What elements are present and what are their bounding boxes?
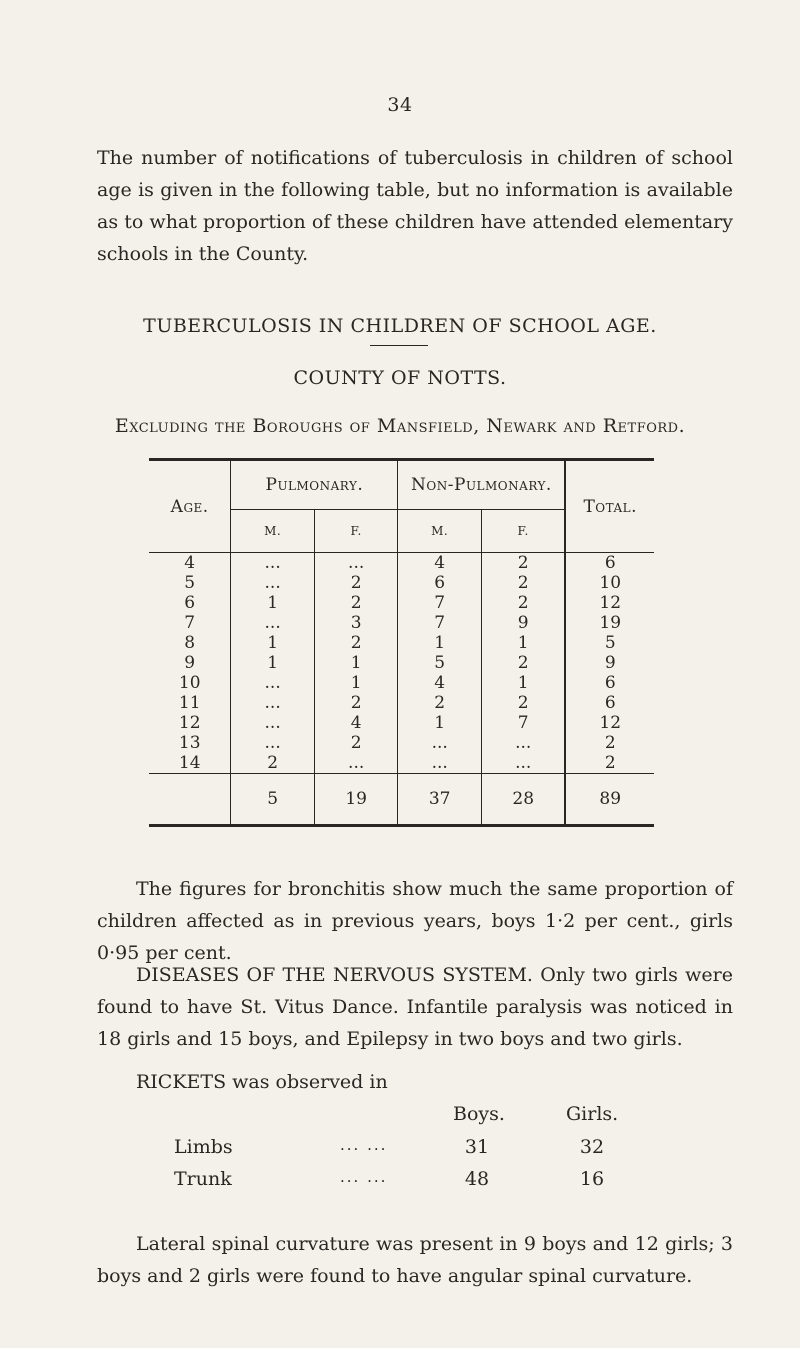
pulmonary-f-cell: 2 [314, 593, 398, 613]
non-pulmonary-f-cell: 7 [481, 713, 565, 733]
non-pulmonary-m-cell: 6 [398, 573, 482, 593]
total-cell: 2 [565, 753, 654, 774]
total-cell: 6 [565, 553, 654, 574]
age-cell: 9 [184, 653, 196, 673]
pulmonary-m-cell: 1 [231, 653, 315, 673]
rickets-row-label: Trunk [174, 1168, 232, 1190]
tuberculosis-table [149, 458, 654, 827]
intro-paragraph: The number of notifications of tuberculosis in children of school age is given in the following table, but no information is available as to what proportion of these children have attended elementary schools in the County. [97, 147, 733, 265]
pulmonary-f-cell: 1 [314, 653, 398, 673]
total-cell: 6 [565, 693, 654, 713]
rickets-row-label: Limbs [174, 1136, 233, 1158]
rickets-girls-value: 16 [579, 1168, 605, 1190]
rickets-girls-header: Girls. [566, 1103, 619, 1125]
non-pulmonary-f-cell: ... [481, 753, 565, 774]
pulmonary-m-cell: ... [231, 693, 315, 713]
pulmonary-m-cell: ... [231, 733, 315, 753]
age-cell: 7 [184, 613, 196, 633]
non-pulmonary-m-cell: 4 [398, 673, 482, 693]
age-cell: 11 [178, 693, 201, 713]
header-non-pulmonary-f: F. [481, 510, 565, 553]
age-cell: 14 [178, 753, 201, 773]
pulmonary-f-cell: 3 [314, 613, 398, 633]
table-title: TUBERCULOSIS IN CHILDREN OF SCHOOL AGE. [143, 315, 657, 337]
pulmonary-f-cell: 2 [314, 693, 398, 713]
age-cell: 10 [178, 673, 201, 693]
rickets-boys-value: 48 [464, 1168, 490, 1190]
pulmonary-m-cell: 2 [231, 753, 315, 774]
total-cell: 9 [565, 653, 654, 673]
non-pulmonary-f-cell: 2 [481, 573, 565, 593]
table-row [149, 653, 654, 673]
non-pulmonary-m-cell: ... [398, 753, 482, 774]
title-divider [370, 345, 428, 346]
non-pulmonary-f-cell: ... [481, 733, 565, 753]
grand-total: 89 [565, 774, 654, 826]
totals-row [149, 774, 654, 826]
header-pulmonary-m: M. [231, 510, 315, 553]
non-pulmonary-f-cell: 2 [481, 653, 565, 673]
rickets-row-leader: ... ... [340, 1136, 388, 1154]
pulmonary-f-cell: 1 [314, 673, 398, 693]
header-pulmonary: Pulmonary. [231, 460, 398, 510]
header-pulmonary-f: F. [314, 510, 398, 553]
table-row [149, 673, 654, 693]
rickets-girls-value: 32 [579, 1136, 605, 1158]
non-pulmonary-m-cell: ... [398, 733, 482, 753]
table-row [149, 713, 654, 733]
total-cell: 2 [565, 733, 654, 753]
pulmonary-m-cell: ... [231, 553, 315, 574]
non-pulmonary-f-cell: 2 [481, 593, 565, 613]
totals-label-cell [149, 774, 231, 826]
rickets-boys-header: Boys. [453, 1103, 505, 1125]
county-heading: COUNTY OF NOTTS. [293, 367, 507, 389]
bronchitis-paragraph: The figures for bronchitis show much the same proportion of children affected as in previous years, boys 1·2 per cent., girls 0·95 per cent. [97, 878, 733, 964]
non-pulmonary-f-cell: 1 [481, 673, 565, 693]
pulmonary-m-total: 5 [231, 774, 315, 826]
non-pulmonary-m-cell: 1 [398, 633, 482, 653]
pulmonary-f-cell: 4 [314, 713, 398, 733]
non-pulmonary-f-cell: 2 [481, 553, 565, 574]
age-cell: 6 [184, 593, 196, 613]
table-row [149, 633, 654, 653]
non-pulmonary-f-cell: 2 [481, 693, 565, 713]
total-cell: 5 [565, 633, 654, 653]
pulmonary-f-total: 19 [314, 774, 398, 826]
pulmonary-m-cell: ... [231, 713, 315, 733]
table-row [149, 733, 654, 753]
table-row [149, 753, 654, 774]
total-cell: 6 [565, 673, 654, 693]
rickets-boys-value: 31 [464, 1136, 490, 1158]
header-total: Total. [565, 460, 654, 553]
header-non-pulmonary-m: M. [398, 510, 482, 553]
header-non-pulmonary: Non-Pulmonary. [398, 460, 566, 510]
spinal-curvature-paragraph: Lateral spinal curvature was present in 9 boys and 12 girls; 3 boys and 2 girls were found to have angular spinal curvature. [97, 1233, 733, 1287]
table-row [149, 573, 654, 593]
total-cell: 10 [565, 573, 654, 593]
pulmonary-f-cell: ... [314, 753, 398, 774]
non-pulmonary-m-cell: 7 [398, 613, 482, 633]
nervous-system-paragraph: DISEASES OF THE NERVOUS SYSTEM. Only two girls were found to have St. Vitus Dance. Infantile paralysis was noticed in 18 girls and 15 boys, and Epilepsy in two boys and two girls. [97, 964, 733, 1050]
table-row [149, 593, 654, 613]
table-row [149, 613, 654, 633]
non-pulmonary-m-cell: 4 [398, 553, 482, 574]
pulmonary-m-cell: ... [231, 673, 315, 693]
pulmonary-m-cell: ... [231, 613, 315, 633]
pulmonary-f-cell: 2 [314, 733, 398, 753]
total-cell: 19 [565, 613, 654, 633]
table-row [149, 553, 654, 574]
header-age: Age. [149, 460, 231, 553]
non-pulmonary-f-cell: 9 [481, 613, 565, 633]
non-pulmonary-m-total: 37 [398, 774, 482, 826]
age-cell: 13 [178, 733, 201, 753]
table-row [149, 693, 654, 713]
non-pulmonary-m-cell: 7 [398, 593, 482, 613]
non-pulmonary-m-cell: 5 [398, 653, 482, 673]
pulmonary-m-cell: 1 [231, 633, 315, 653]
non-pulmonary-m-cell: 2 [398, 693, 482, 713]
age-cell: 5 [184, 573, 196, 593]
pulmonary-m-cell: ... [231, 573, 315, 593]
pulmonary-f-cell: ... [314, 553, 398, 574]
total-cell: 12 [565, 713, 654, 733]
age-cell: 4 [184, 553, 196, 573]
non-pulmonary-f-cell: 1 [481, 633, 565, 653]
rickets-row-leader: ... ... [340, 1168, 388, 1186]
rickets-intro: RICKETS was observed in [136, 1071, 388, 1093]
page-number: 34 [387, 94, 413, 116]
non-pulmonary-f-total: 28 [481, 774, 565, 826]
total-cell: 12 [565, 593, 654, 613]
pulmonary-f-cell: 2 [314, 633, 398, 653]
age-cell: 12 [178, 713, 201, 733]
age-cell: 8 [184, 633, 196, 653]
pulmonary-f-cell: 2 [314, 573, 398, 593]
excluding-heading: Excluding the Boroughs of Mansfield, Newark and Retford. [114, 415, 686, 437]
pulmonary-m-cell: 1 [231, 593, 315, 613]
non-pulmonary-m-cell: 1 [398, 713, 482, 733]
